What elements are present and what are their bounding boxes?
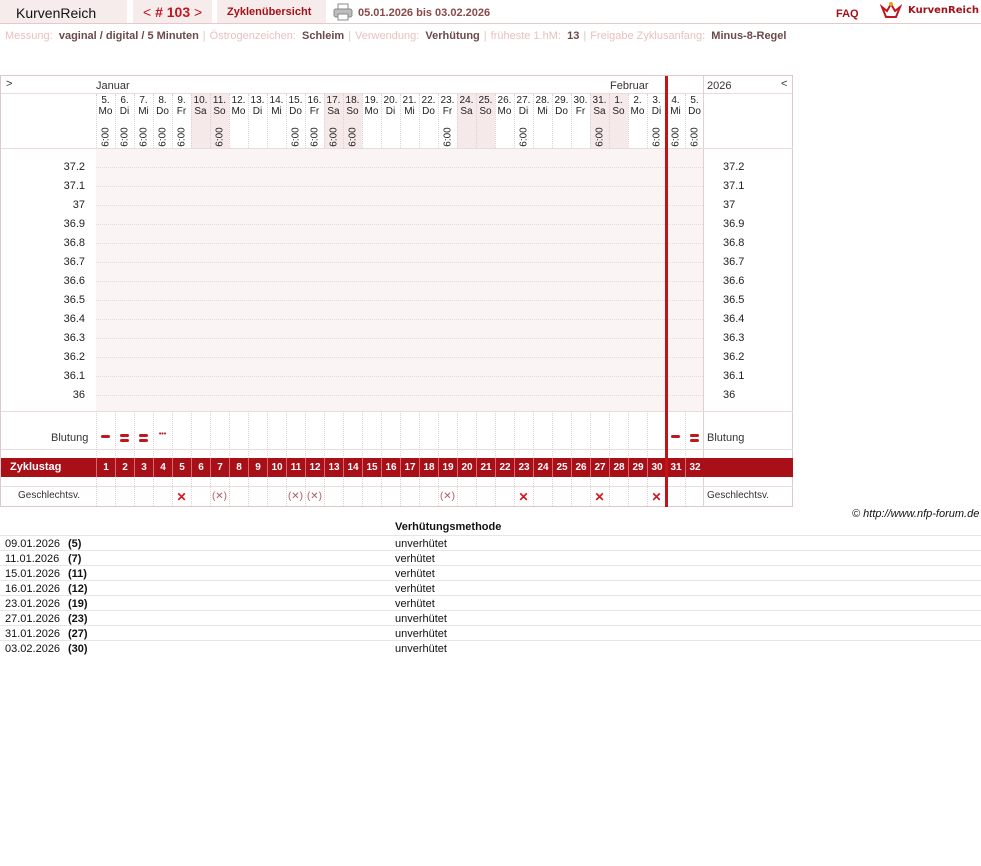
day-number[interactable]: 11. (212, 95, 227, 106)
bleeding-divider (1, 449, 793, 450)
measure-time-text: 6:00 (442, 127, 453, 147)
temp-tick-left: 36.4 (63, 313, 85, 325)
cycle-day-number: 28 (609, 458, 628, 477)
measure-time-text: 6:00 (309, 127, 320, 147)
temp-tick-left: 36 (72, 389, 85, 401)
method-cycle-day: (27) (68, 628, 88, 640)
info-label: Östrogenzeichen: (209, 30, 296, 42)
temp-tick-left: 37.1 (63, 180, 85, 192)
weekday-label: Fr (575, 106, 586, 117)
temperature-area (96, 149, 703, 411)
measure-time-text: 6:00 (119, 127, 130, 147)
weekday-label: Mi (670, 106, 681, 117)
bleeding-marker[interactable] (134, 433, 153, 443)
measure-time (514, 124, 533, 150)
temp-gridline (96, 395, 703, 396)
method-value: unverhütet (395, 643, 447, 655)
info-value: 13 (567, 30, 580, 42)
measure-time-text: 6:00 (689, 127, 700, 147)
measure-time-text: 6:00 (100, 127, 111, 147)
method-cycle-day: (19) (68, 598, 88, 610)
day-number[interactable]: 27. (516, 95, 531, 106)
method-value: verhütet (395, 583, 435, 595)
measure-time (324, 124, 343, 150)
bleeding-dash (101, 435, 110, 438)
cycle-day-number: 23 (514, 458, 533, 477)
temp-tick-right: 37 (723, 199, 736, 211)
cycle-day-number: 16 (381, 458, 400, 477)
cycle-day-number: 9 (248, 458, 267, 477)
day-number[interactable]: 28. (535, 95, 550, 106)
measure-time (153, 124, 172, 150)
method-cycle-day: (7) (68, 553, 82, 565)
temp-tick-right: 36.4 (723, 313, 745, 325)
temp-tick-left: 36.7 (63, 256, 85, 268)
info-label: Messung: (5, 30, 53, 42)
day-number[interactable]: 1. (614, 95, 623, 106)
weekday-label: Do (688, 106, 701, 117)
cycle-day-number: 31 (666, 458, 685, 477)
cycle-day-number: 7 (210, 458, 229, 477)
weekday-label: Do (156, 106, 169, 117)
method-row (0, 580, 981, 595)
weekday-label: Mi (537, 106, 548, 117)
info-value: Verhütung (425, 30, 480, 42)
bleeding-dash (120, 434, 129, 437)
temp-tick-right: 36.1 (723, 370, 745, 382)
day-number[interactable]: 7. (139, 95, 148, 106)
chart-next-button[interactable]: < (781, 78, 788, 90)
day-number[interactable]: 19. (364, 95, 379, 106)
temp-tick-left: 36.6 (63, 275, 85, 287)
method-cycle-day: (12) (68, 583, 88, 595)
day-number[interactable]: 9. (177, 95, 186, 106)
method-value: verhütet (395, 553, 435, 565)
temp-tick-right: 36 (723, 389, 736, 401)
bleeding-dash (690, 439, 699, 442)
prev-cycle-button[interactable]: < (143, 4, 152, 20)
cycle-day-number: 8 (229, 458, 248, 477)
measure-time (590, 124, 609, 150)
info-value: Minus-8-Regel (711, 30, 787, 42)
bleeding-marker[interactable] (685, 433, 704, 443)
temp-tick-right: 36.9 (723, 218, 745, 230)
info-label: Freigabe Zyklusanfang: (590, 30, 706, 42)
temp-tick-left: 36.3 (63, 332, 85, 344)
month-label-february: Februar (610, 80, 649, 92)
weekday-label: Do (422, 106, 435, 117)
cycle-day-number: 21 (476, 458, 495, 477)
cycle-day-number: 5 (172, 458, 191, 477)
temp-tick-right: 37.2 (723, 161, 745, 173)
cycle-number: # 103 (155, 4, 191, 20)
measure-time (343, 124, 362, 150)
bleeding-dash (139, 439, 148, 442)
temp-tick-right: 36.8 (723, 237, 745, 249)
brand-name[interactable]: KurvenReich (908, 5, 980, 16)
weekday-label: Do (555, 106, 568, 117)
method-value: unverhütet (395, 628, 447, 640)
temp-gridline (96, 300, 703, 301)
bleeding-marker[interactable] (96, 434, 115, 439)
info-value: vaginal / digital / 5 Minuten (58, 30, 199, 42)
bleeding-row-label-right: Blutung (707, 432, 745, 444)
measure-time-text: 6:00 (670, 127, 681, 147)
measure-time-text: 6:00 (290, 127, 301, 147)
cycle-day-number: 18 (419, 458, 438, 477)
temp-gridline (96, 376, 703, 377)
method-cycle-day: (5) (68, 538, 82, 550)
temp-tick-left: 36.8 (63, 237, 85, 249)
brand-logo-icon[interactable] (880, 1, 902, 21)
cycle-day-number: 22 (495, 458, 514, 477)
weekday-label: Sa (327, 106, 340, 117)
day-number[interactable]: 22. (421, 95, 436, 106)
method-value: unverhütet (395, 613, 447, 625)
day-number[interactable]: 12. (231, 95, 246, 106)
method-row (0, 550, 981, 565)
day-number[interactable]: 29. (554, 95, 569, 106)
method-value: verhütet (395, 568, 435, 580)
measure-time-text: 6:00 (594, 127, 605, 147)
weekday-label: Do (289, 106, 302, 117)
weekday-label: Fr (309, 106, 320, 117)
method-date: 09.01.2026 (5, 538, 61, 550)
day-number[interactable]: 31. (592, 95, 607, 106)
intercourse-marker[interactable]: ✕ (594, 490, 605, 504)
weekday-label: Di (252, 106, 263, 117)
day-number[interactable]: 10. (193, 95, 208, 106)
next-cycle-button[interactable]: > (194, 4, 203, 20)
method-cycle-day: (23) (68, 613, 88, 625)
info-label: Verwendung: (355, 30, 420, 42)
measure-time-text: 6:00 (176, 127, 187, 147)
day-number[interactable]: 20. (383, 95, 398, 106)
temp-divider (1, 411, 793, 412)
weekday-label: Mo (364, 106, 379, 117)
bleeding-marker[interactable] (666, 434, 685, 439)
weekday-label: Sa (593, 106, 606, 117)
cycle-day-number: 14 (343, 458, 362, 477)
day-number[interactable]: 14. (269, 95, 284, 106)
temp-gridline (96, 262, 703, 263)
method-column-header: Verhütungsmethode (395, 521, 502, 533)
weekday-label: So (612, 106, 625, 117)
cycle-day-number: 27 (590, 458, 609, 477)
temp-tick-left: 36.9 (63, 218, 85, 230)
measure-time-text: 6:00 (328, 127, 339, 147)
method-date: 16.01.2026 (5, 583, 61, 595)
method-value: unverhütet (395, 538, 447, 550)
cycle-day-number: 10 (267, 458, 286, 477)
weekday-label: So (346, 106, 359, 117)
measure-time (96, 124, 115, 150)
bleeding-dash (139, 434, 148, 437)
weekday-label: Mo (630, 106, 645, 117)
method-value: verhütet (395, 598, 435, 610)
method-date: 27.01.2026 (5, 613, 61, 625)
cycle-day-number: 29 (628, 458, 647, 477)
cycle-chart (0, 75, 793, 507)
temp-tick-right: 37.1 (723, 180, 745, 192)
day-number[interactable]: 5. (690, 95, 699, 106)
weekday-label: Mi (404, 106, 415, 117)
cycle-day-label: Zyklustag (10, 461, 62, 473)
bleeding-marker[interactable] (115, 433, 134, 443)
cycle-day-number: 25 (552, 458, 571, 477)
month-label-january: Januar (96, 80, 130, 92)
day-number[interactable]: 23. (440, 95, 455, 106)
weekday-label: Di (651, 106, 662, 117)
measure-time (115, 124, 134, 150)
method-row (0, 535, 981, 550)
cycle-day-number: 3 (134, 458, 153, 477)
cycle-day-number: 19 (438, 458, 457, 477)
intercourse-marker[interactable]: (✕) (306, 491, 323, 502)
day-number[interactable]: 18. (345, 95, 360, 106)
measure-time (647, 124, 666, 150)
intercourse-marker[interactable]: (✕) (439, 491, 456, 502)
info-label: früheste 1.hM: (490, 30, 561, 42)
cycle-day-number: 4 (153, 458, 172, 477)
cycle-day-number: 30 (647, 458, 666, 477)
measure-time (172, 124, 191, 150)
method-cycle-day: (30) (68, 643, 88, 655)
temp-tick-right: 36.3 (723, 332, 745, 344)
cycle-day-number: 24 (533, 458, 552, 477)
method-date: 31.01.2026 (5, 628, 61, 640)
intercourse-marker[interactable]: ✕ (518, 490, 529, 504)
cycle-day-number: 1 (96, 458, 115, 477)
day-number[interactable]: 3. (652, 95, 661, 106)
temp-tick-left: 36.5 (63, 294, 85, 306)
cycle-day-number: 15 (362, 458, 381, 477)
intercourse-marker[interactable]: (✕) (211, 491, 228, 502)
method-row (0, 625, 981, 640)
method-date: 11.01.2026 (5, 553, 60, 565)
day-number[interactable]: 6. (120, 95, 129, 106)
top-nav-bar (0, 0, 981, 24)
weekday-label: Mi (138, 106, 149, 117)
temp-tick-left: 37.2 (63, 161, 85, 173)
measure-time (286, 124, 305, 150)
method-cycle-day: (11) (68, 568, 87, 580)
day-number[interactable]: 4. (671, 95, 680, 106)
day-number[interactable]: 16. (307, 95, 322, 106)
measure-time (666, 124, 685, 150)
day-number[interactable]: 15. (288, 95, 303, 106)
weekday-label: Sa (460, 106, 473, 117)
cycle-day-row (1, 458, 793, 477)
method-row (0, 610, 981, 625)
method-row (0, 565, 981, 580)
day-number[interactable]: 5. (101, 95, 110, 106)
method-row (0, 640, 981, 655)
weekday-label: Sa (194, 106, 207, 117)
temp-gridline (96, 186, 703, 187)
intercourse-marker[interactable]: ✕ (651, 490, 662, 504)
measure-time (210, 124, 229, 150)
temp-tick-right: 36.6 (723, 275, 745, 287)
info-separator: | (483, 30, 487, 42)
weekday-label: Mo (497, 106, 512, 117)
intercourse-marker[interactable]: ✕ (176, 490, 187, 504)
cycle-overview-tab[interactable]: Zyklenübersicht (217, 0, 327, 23)
day-number[interactable]: 2. (633, 95, 642, 106)
cycle-day-number: 13 (324, 458, 343, 477)
temp-tick-right: 36.7 (723, 256, 745, 268)
cycle-navigator (133, 0, 213, 23)
chart-prev-button[interactable]: > (6, 78, 13, 90)
measure-time-text: 6:00 (214, 127, 225, 147)
weekday-label: So (479, 106, 492, 117)
temp-tick-right: 36.5 (723, 294, 745, 306)
measure-time-text: 6:00 (518, 127, 529, 147)
measure-time-text: 6:00 (138, 127, 149, 147)
temp-tick-right: 36.2 (723, 351, 745, 363)
bleeding-dash (690, 434, 699, 437)
day-number[interactable]: 24. (459, 95, 474, 106)
day-number[interactable]: 30. (573, 95, 588, 106)
weekday-label: Mo (98, 106, 113, 117)
cycle-settings-line (5, 30, 786, 42)
cycle-day-number: 6 (191, 458, 210, 477)
day-number[interactable]: 25. (478, 95, 493, 106)
temp-gridline (96, 338, 703, 339)
cycle-day-number: 17 (400, 458, 419, 477)
bleeding-marker[interactable]: ••• (158, 431, 167, 438)
year-label: 2026 (707, 80, 732, 92)
weekday-label: Di (119, 106, 130, 117)
weekday-label: Di (518, 106, 529, 117)
weekday-label: Mi (271, 106, 282, 117)
method-row (0, 595, 981, 610)
bleeding-dash (671, 435, 680, 438)
temp-gridline (96, 167, 703, 168)
bleeding-dash (120, 439, 129, 442)
cycle-day-number: 26 (571, 458, 590, 477)
weekday-label: So (213, 106, 226, 117)
measure-time (438, 124, 457, 150)
day-number[interactable]: 8. (158, 95, 167, 106)
info-separator: | (202, 30, 206, 42)
weekday-label: Mo (231, 106, 246, 117)
intercourse-marker[interactable]: (✕) (287, 491, 304, 502)
printer-icon[interactable] (333, 3, 353, 21)
bleeding-row-label: Blutung (51, 432, 89, 444)
temp-gridline (96, 205, 703, 206)
cycle-day-number: 2 (115, 458, 134, 477)
sex-divider (1, 486, 793, 487)
faq-link[interactable]: FAQ (836, 8, 859, 20)
copyright-notice[interactable]: © http://www.nfp-forum.de (852, 508, 980, 520)
measure-time-text: 6:00 (157, 127, 168, 147)
temp-tick-left: 36.2 (63, 351, 85, 363)
today-marker-line (665, 76, 668, 507)
day-number[interactable]: 26. (497, 95, 512, 106)
measure-time (685, 124, 704, 150)
sex-row-label-right: Geschlechtsv. (707, 490, 770, 501)
measure-time (134, 124, 153, 150)
temp-tick-left: 36.1 (63, 370, 85, 382)
temp-gridline (96, 357, 703, 358)
weekday-label: Fr (442, 106, 453, 117)
measure-time (305, 124, 324, 150)
weekday-label: Di (385, 106, 396, 117)
temp-gridline (96, 243, 703, 244)
info-value: Schleim (302, 30, 345, 42)
temp-tick-left: 37 (72, 199, 85, 211)
weekday-label: Fr (176, 106, 187, 117)
method-date: 03.02.2026 (5, 643, 61, 655)
cycle-day-number: 11 (286, 458, 305, 477)
cycle-day-number: 12 (305, 458, 324, 477)
day-number[interactable]: 13. (250, 95, 265, 106)
method-date: 23.01.2026 (5, 598, 61, 610)
app-title[interactable]: KurvenReich (0, 0, 128, 23)
info-separator: | (583, 30, 587, 42)
measure-time-text: 6:00 (347, 127, 358, 147)
date-range: 05.01.2026 bis 03.02.2026 (358, 7, 491, 19)
method-date: 15.01.2026 (5, 568, 61, 580)
temp-gridline (96, 281, 703, 282)
cycle-day-number: 20 (457, 458, 476, 477)
sex-row-label: Geschlechtsv. (18, 490, 81, 501)
cycle-day-number: 32 (685, 458, 704, 477)
temp-gridline (96, 319, 703, 320)
measure-time-text: 6:00 (651, 127, 662, 147)
temp-gridline (96, 224, 703, 225)
day-number[interactable]: 21. (402, 95, 417, 106)
info-separator: | (348, 30, 352, 42)
day-number[interactable]: 17. (326, 95, 341, 106)
